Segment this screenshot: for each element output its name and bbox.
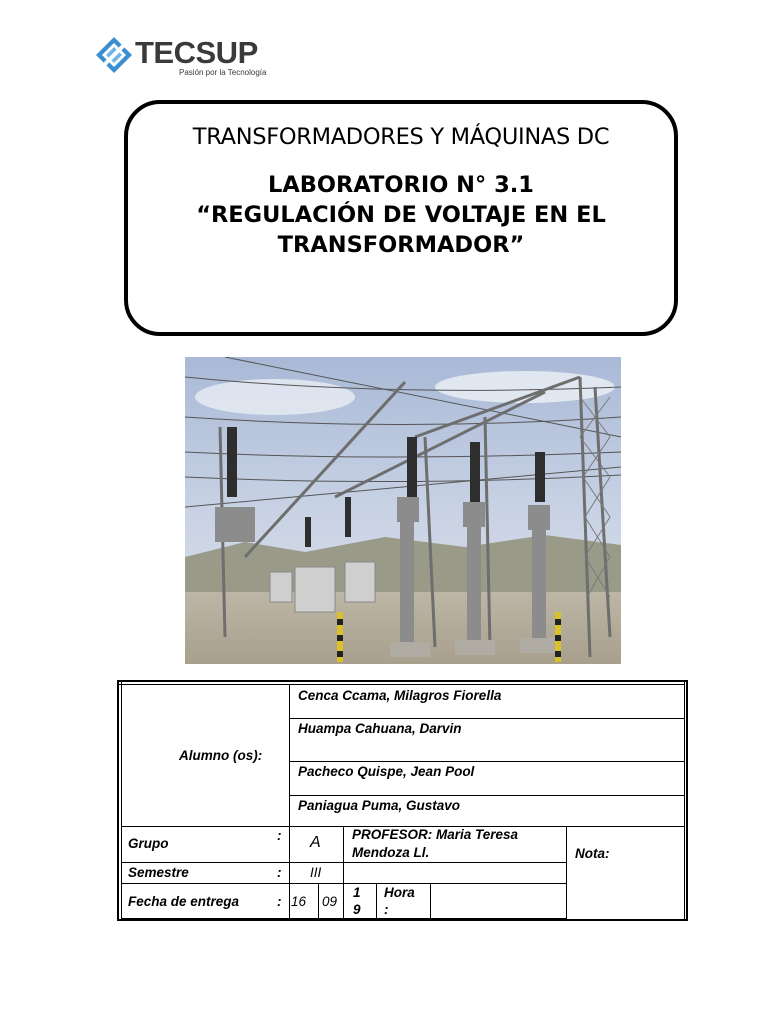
course-title: TRANSFORMADORES Y MÁQUINAS DC bbox=[192, 124, 610, 150]
student-info-table bbox=[117, 680, 688, 923]
lab-number: LABORATORIO N° 3.1 bbox=[268, 172, 534, 198]
lab-title-line1: “REGULACIÓN DE VOLTAJE EN EL bbox=[196, 202, 606, 228]
profesor-line2: Mendoza Ll. bbox=[352, 845, 430, 860]
fecha-year-b: 9 bbox=[353, 902, 361, 917]
alumnos-label: Alumno (os): bbox=[179, 748, 263, 763]
fecha-year-a: 1 bbox=[353, 885, 361, 900]
grupo-value: A bbox=[310, 834, 321, 851]
title-box bbox=[124, 100, 678, 336]
tecsup-logo bbox=[95, 36, 265, 82]
semestre-value: III bbox=[310, 865, 322, 880]
hora-label: Hora bbox=[384, 885, 415, 900]
grupo-colon: : bbox=[277, 828, 282, 843]
semestre-label: Semestre bbox=[128, 865, 189, 880]
grupo-label: Grupo bbox=[128, 836, 169, 851]
logo-tagline: Pasión por la Tecnología bbox=[179, 68, 267, 77]
substation-photo bbox=[185, 357, 621, 664]
fecha-label: Fecha de entrega bbox=[128, 894, 240, 909]
nota-label: Nota: bbox=[575, 846, 610, 861]
alumno-2: Huampa Cahuana, Darvin bbox=[298, 721, 462, 736]
logo-text: TECSUP bbox=[135, 35, 258, 70]
fecha-colon: : bbox=[277, 894, 282, 909]
alumno-1: Cenca Ccama, Milagros Fiorella bbox=[298, 688, 502, 703]
fecha-day: 16 bbox=[291, 894, 307, 909]
lab-title-line2: TRANSFORMADOR” bbox=[277, 232, 525, 258]
hora-colon: : bbox=[384, 902, 389, 917]
profesor-line1: PROFESOR: Maria Teresa bbox=[352, 827, 519, 842]
fecha-month: 09 bbox=[322, 894, 338, 909]
alumno-3: Pacheco Quispe, Jean Pool bbox=[298, 764, 475, 779]
lab-heading bbox=[128, 170, 674, 260]
semestre-colon: : bbox=[277, 865, 282, 880]
alumno-4: Paniagua Puma, Gustavo bbox=[298, 798, 461, 813]
tecsup-logo-icon bbox=[95, 36, 133, 74]
